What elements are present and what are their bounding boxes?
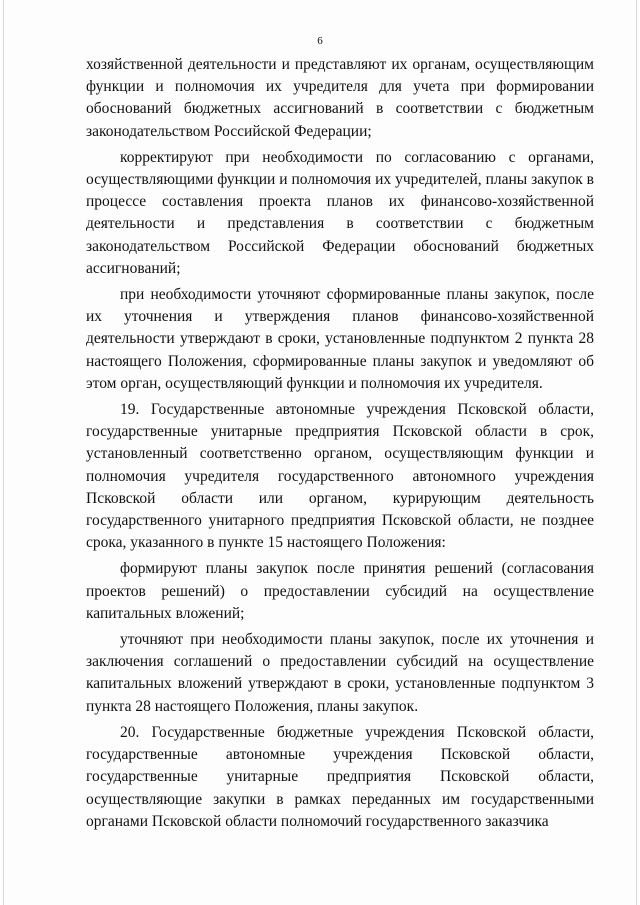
document-body — [86, 54, 594, 833]
paragraph: корректируют при необходимости по согласованию с органами, осуществляющими функции и полномочия их учредителей, планы закупок в процессе составления проекта планов их финансово-хозяйственной деятельности и представления в соответствии с бюджетным законодательством Российской Федерации обоснований бюджетных ассигнований; — [86, 148, 594, 277]
page-number: 6 — [317, 35, 323, 47]
paragraph: хозяйственной деятельности и представляют их органам, осуществляющим функции и полномочия их учредителя для учета при формировании обоснований бюджетных ассигнований в соответствии с бюджетным законодательством Российской Федерации; — [86, 56, 594, 140]
scan-edge-left — [3, 0, 4, 905]
paragraph: уточняют при необходимости планы закупок, после их уточнения и заключения соглашений о предоставлении субсидий на осуществление капитальных вложений утверждают в сроки, установленные подпунктом 3 пункта 28 настоящего Положения, планы закупок. — [86, 631, 594, 715]
paragraph: 20. Государственные бюджетные учреждения Псковской области, государственные автономные учреждения Псковской области, государственные унитарные предприятия Псковской области, осуществляющие закупки в рамках переданных им государственными органами Псковской области полномочий государственного заказчика — [86, 723, 594, 830]
paragraph: формируют планы закупок после принятия решений (согласования проектов решений) о предоставлении субсидий на осуществление капитальных вложений; — [86, 560, 594, 622]
scan-edge-right — [636, 0, 637, 905]
paragraph: при необходимости уточняют сформированные планы закупок, после их уточнения и утверждения планов финансово-хозяйственной деятельности утверждают в сроки, установленные подпунктом 2 пункта 28 настоящего Положения, сформированные планы закупок и уведомляют об этом орган, осуществляющий функции и полномочия их учредителя. — [86, 286, 594, 392]
paragraph: 19. Государственные автономные учреждения Псковской области, государственные унитарные предприятия Псковской области в срок, установленный соответственно органом, осуществляющим функции и полномочия учредителя государственного автономного учреждения Псковской области или органом, курирующим деятельность государственного унитарного предприятия Псковской области, не позднее срока, указанного в пункте 15 настоящего Положения: — [86, 401, 594, 552]
